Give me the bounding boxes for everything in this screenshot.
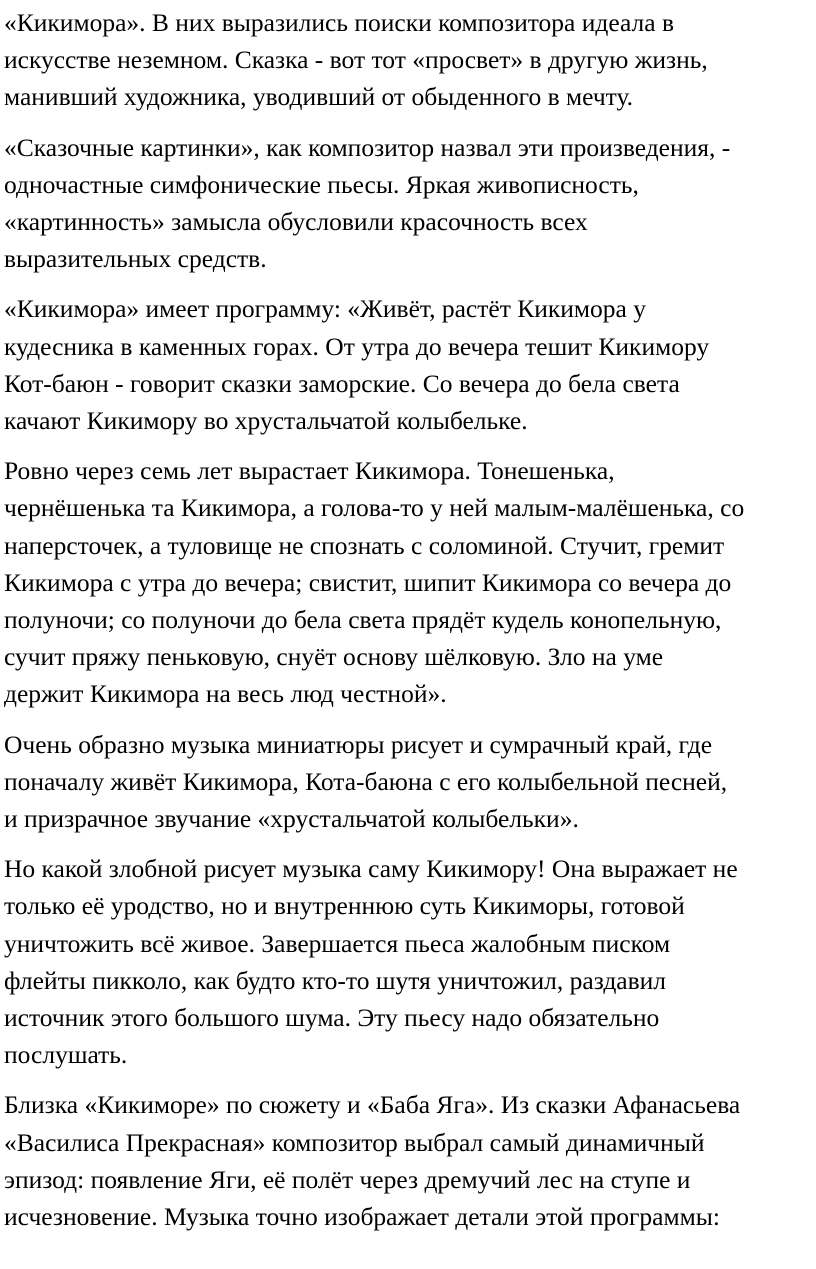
paragraph-kikimora-program: «Кикимора» имеет программу: «Живёт, растёт Кикимора у кудесника в каменных горах. От утра до вечера тешит Кикимору Кот-баюн - говорит сказки заморские. Со вечера до бела света качают Кикимору во хрустальчатой колыбельке. [4, 294, 710, 436]
paragraph-fairy-pictures: «Сказочные картинки», как композитор назвал эти произведения, - одночастные симфонические пьесы. Яркая живописность, «картинность» замысла обусловили красочность всех выразительных средств. [4, 132, 731, 274]
paragraph-kikimora-grows: Ровно через семь лет вырастает Кикимора. Тонешенька, чернёшенька та Кикимора, а голова-то у ней малым-малёшенька, со наперсточек, а туловище не спознать с соломиной. Стучит, гремит Кикимора с утра до вечера; свистит, шипит Кикимора со вечера до полуночи; со полуночи до бела света прядёт кудель конопельную, сучит пряжу пеньковую, снуёт основу шёлковую. Зло на уме держит Кикимора на весь люд честной». [4, 456, 745, 709]
paragraph-baba-yaga: Близка «Кикиморе» по сюжету и «Баба Яга». Из сказки Афанасьева «Василиса Прекрасная» композитор выбрал самый динамичный эпизод: появление Яги, её полёт через дремучий лес на ступе и исчезновение. Музыка точно изображает детали этой программы: [4, 1090, 741, 1232]
paragraph-music-imagery: Очень образно музыка миниатюры рисует и сумрачный край, где поначалу живёт Кикимора, Кота-баюна с его колыбельной песней, и призрачное звучание «хрустальчатой колыбельки». [4, 729, 728, 834]
paragraph-evil-kikimora: Но какой злобной рисует музыка саму Кикимору! Она выражает не только её уродство, но и внутреннюю суть Кикиморы, готовой уничтожить всё живое. Завершается пьеса жалобным писком флейты пикколо, как будто кто-то шутя уничтожил, раздавил источник этого большого шума. Эту пьесу надо обязательно послушать. [4, 854, 738, 1070]
paragraph-kikimora-intro: «Кикимора». В них выразились поиски композитора идеала в искусстве неземном. Сказка - вот тот «просвет» в другую жизнь, манивший художника, уводивший от обыденного в мечту. [4, 8, 708, 112]
